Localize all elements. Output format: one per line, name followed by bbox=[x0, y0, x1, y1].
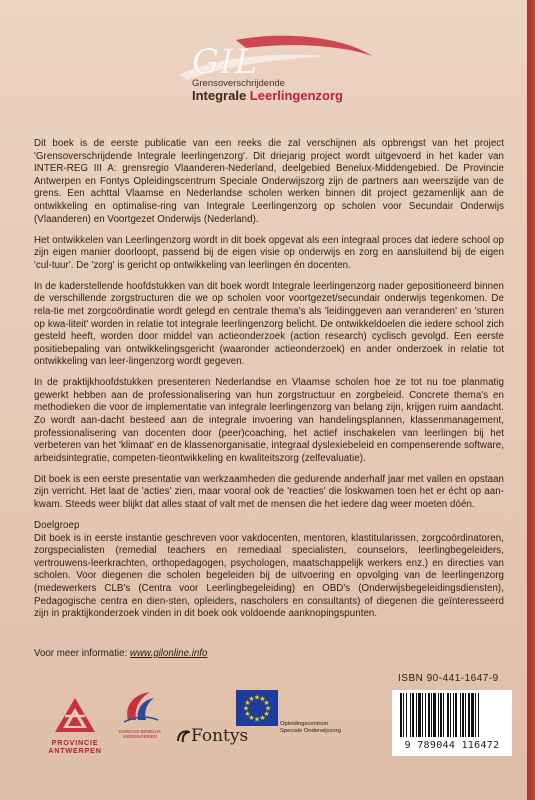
barcode-bars-icon bbox=[398, 693, 506, 739]
gil-logo-title-part2: Leerlingenzorg bbox=[249, 88, 343, 103]
blurb-paragraph: In de praktijkhoofdstukken presenteren Nederlandse en Vlaamse scholen hoe ze tot nu toe planmatig gewerkt hebben aan de professionalisering van hun zorgstructuur en zorgbeleid. Concrete thema's en methodieken die voor de implementatie van integrale leerlingenzorg van belang zijn, krijgen ruim aandacht. Zo wordt aan-dacht besteed aan de integrale invoering van handelingsplannen, klassenmanagement, professionalisering van docenten door (peer)coaching, het actief inschakelen van leerlingen bij het verbeteren van het 'klimaat' en de klassenorganisatie, integraal dyslexiebeleid en compenserende software, arbeidsintegratie, competen-tieontwikkeling en kwaliteitszorg (zelfevaluatie). bbox=[34, 377, 504, 464]
svg-text:★: ★ bbox=[263, 700, 270, 707]
partner-logos bbox=[40, 690, 380, 780]
blurb-paragraph: Het ontwikkelen van Leerlingenzorg wordt in dit boek opgevat als een integraal proces dat iedere school op zijn eigen manier doorloopt, passend bij de eigen visie op onderwijs en zorg en aansluitend bij de eigen 'cul-tuur'. De 'zorg' is gericht op ontwikkeling van leerlingen én docenten. bbox=[34, 234, 504, 271]
fontys-swirl-icon bbox=[176, 729, 190, 743]
more-info-line bbox=[34, 648, 207, 659]
svg-text:★: ★ bbox=[253, 694, 261, 702]
svg-text:★: ★ bbox=[253, 716, 261, 724]
euregio-line1: EUREGIO BENELUX bbox=[119, 729, 161, 734]
svg-text:★: ★ bbox=[244, 700, 251, 707]
svg-text:★: ★ bbox=[248, 715, 255, 723]
provincie-line1: PROVINCIE bbox=[51, 738, 99, 747]
blurb-paragraph: In de kaderstellende hoofdstukken van dit boek wordt Integrale leerlingenzorg nader gepositioneerd binnen de verschillende zorgstructuren die we op scholen voor voortgezet/secundair onderwijs tegenkomen. De rela-tie met zorgcoördinatie wordt gelegd en centrale thema's als 'leidinggeven aan veranderen' en 'sturen op kwa-liteit' worden in relatie tot integrale leerlingenzorg belicht. De ontwikkeldoelen die iedere school zich gesteld heeft, worden door middel van actieonderzoek (action research) cyclisch gevolgd. Een eerste positiebepaling van ontwikkelingsgericht (waaronder actieonderzoek) en ander onderzoek in relatie tot ontwikkeling van leer-lingenzorg wordt gegeven. bbox=[34, 280, 504, 368]
gil-logo bbox=[176, 34, 376, 104]
isbn: ISBN 90-441-1647-9 bbox=[398, 673, 499, 684]
opleidingscentrum-line1: Opleidingscentrum bbox=[280, 721, 329, 727]
gil-logo-title bbox=[192, 88, 343, 103]
barcode-number: 9 789044 116472 bbox=[404, 740, 500, 751]
euregio-logo bbox=[108, 690, 172, 739]
cover-edge bbox=[527, 0, 535, 800]
svg-text:★: ★ bbox=[263, 711, 270, 718]
blurb-paragraph: Dit boek is een eerste presentatie van werkzaamheden die gedurende anderhalf jaar met vallen en opstaan zijn verricht. Het laat de 'acties' zien, maar vooral ook de 'reacties' die loskwamen toen het er écht op aan-kwam. Steeds weer blijkt dat alles staat of valt met de mensen die het iedere dag weer moeten dóén. bbox=[34, 473, 504, 510]
more-info-label: Voor meer informatie: bbox=[34, 648, 130, 659]
gil-logo-title-part1: Integrale bbox=[192, 88, 250, 103]
provincie-antwerpen-logo bbox=[40, 696, 110, 755]
gil-logo-subtitle: Grensoverschrijdende bbox=[192, 78, 285, 89]
euregio-swoosh-icon bbox=[120, 690, 160, 724]
euregio-line2: MIDDENGEBIED bbox=[123, 734, 157, 739]
provincie-triangle-icon bbox=[53, 696, 97, 734]
doelgroep-paragraph: Dit boek is in eerste instantie geschreven voor vakdocenten, mentoren, klastitularissen, zorgcoördinatoren, zorgspecialisten (remedial teachers en remediaal specialisten, counselors, leerlingbegeleiders, vertrouwens-leerkrachten, orthopedagogen, psychologen, maatschappelijk werkers enz.) en directies van scholen. Voor diegenen die scholen begeleiden bij de uitvoering en opvolging van de leerlingenzorg (medewerkers CLB's (Centra voor Leerlingbegeleiding) en OBD's (Onderwijsbegeleidingsdiensten), Pedagogische centra en dien-sten, opleiders, nascholers en consultants) of diegenen die geïnteresseerd zijn in praktijkonderzoek vinden in dit boek ook voldoende aanknopingspunten. bbox=[34, 532, 504, 620]
fontys-name: Fontys bbox=[191, 726, 249, 746]
svg-text:★: ★ bbox=[259, 715, 266, 723]
svg-text:★: ★ bbox=[259, 695, 266, 703]
fontys-logo bbox=[176, 726, 248, 746]
svg-text:★: ★ bbox=[242, 705, 250, 713]
doelgroep-heading: Doelgroep bbox=[34, 519, 80, 531]
gil-logo-mark: GIL bbox=[192, 42, 259, 82]
opleidingscentrum-line2: Speciale Onderwijszorg bbox=[280, 728, 341, 734]
eu-flag-icon bbox=[236, 690, 278, 726]
blurb-text bbox=[34, 138, 504, 629]
svg-text:★: ★ bbox=[248, 695, 255, 703]
blurb-paragraph: Dit boek is de eerste publicatie van een reeks die zal verschijnen als opbrengst van het project 'Grensoverschrijdende Integrale leerlingenzorg'. Dit driejarig project wordt uitgevoerd in het kader van INTER-REG III A: grensregio Vlaanderen-Nederland, deelgebied Benelux-Middengebied. De Provincie Antwerpen en Fontys Opleidingscentrum Speciale Onderwijszorg zijn de partners aan weerszijde van de grens. Een achttal Vlaamse en Nederlandse scholen werken binnen dit project gezamenlijk aan de ontwikkeling en optimalise-ring van Integrale Leerlingenzorg op scholen voor Secundair Onderwijs (Vlaanderen) en Voortgezet Onderwijs (Nederland). bbox=[34, 138, 504, 225]
website-link[interactable]: www.gilonline.info bbox=[129, 648, 208, 659]
barcode bbox=[392, 690, 512, 756]
provincie-line2: ANTWERPEN bbox=[48, 746, 102, 755]
svg-text:★: ★ bbox=[264, 705, 272, 713]
opleidingscentrum-logo bbox=[280, 721, 380, 735]
svg-text:★: ★ bbox=[244, 711, 251, 718]
